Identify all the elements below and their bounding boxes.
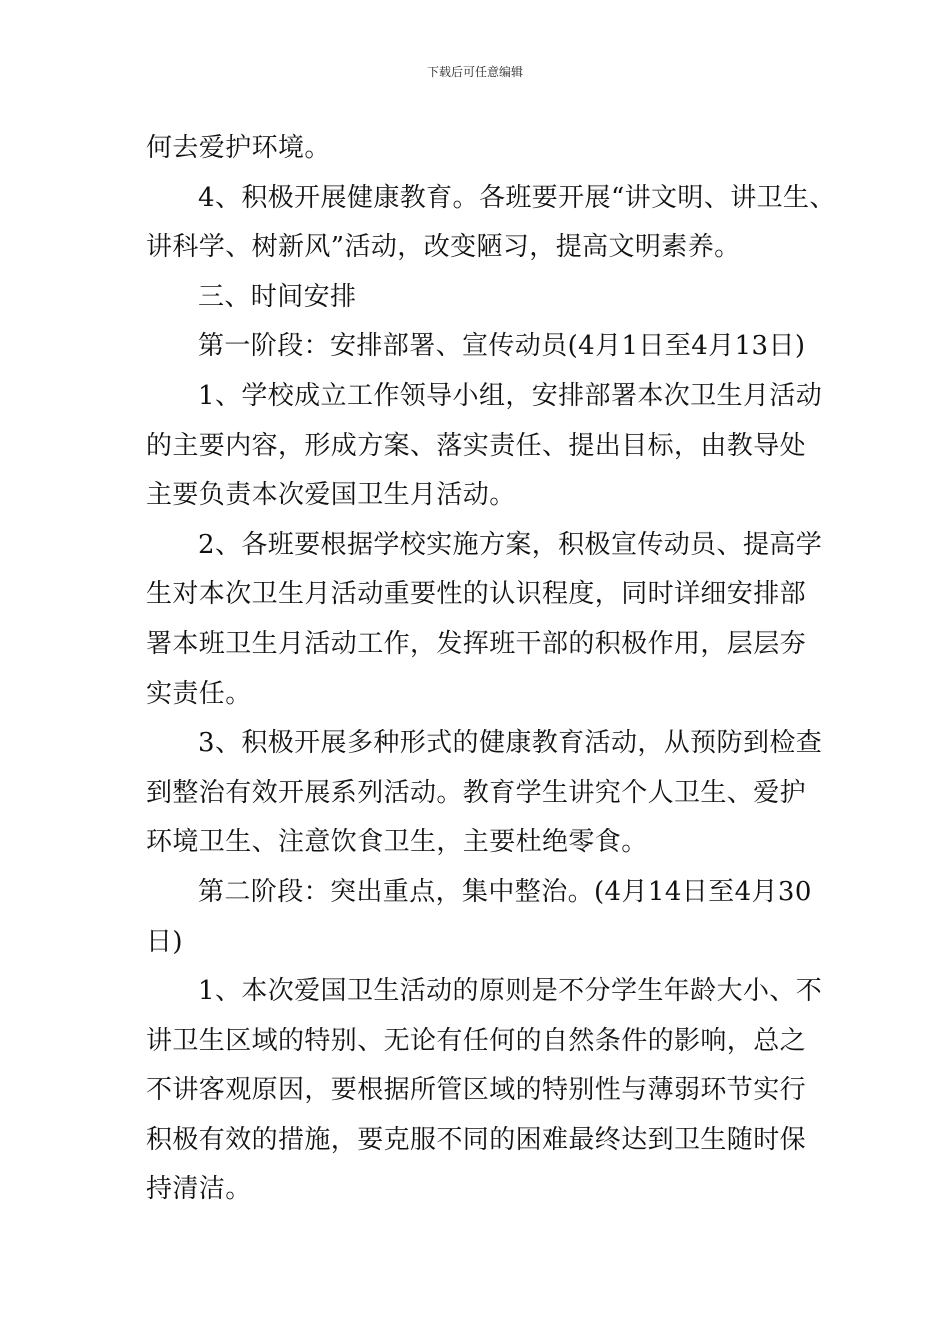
- text-line: 积极有效的措施，要克服不同的困难最终达到卫生随时保: [146, 1124, 807, 1155]
- section-heading: 三、时间安排: [198, 281, 357, 312]
- text-line: 1、学校成立工作领导小组，安排部署本次卫生月活动: [198, 380, 823, 411]
- text-line: 1、本次爱国卫生活动的原则是不分学生年龄大小、不: [198, 976, 823, 1007]
- page-header-note: 下载后可任意编辑: [426, 65, 523, 79]
- document-body: [146, 124, 836, 1215]
- text-line: 日): [146, 926, 183, 957]
- text-line: 署本班卫生月活动工作，发挥班干部的积极作用，层层夯: [146, 628, 807, 659]
- text-line: 生对本次卫生月活动重要性的认识程度，同时详细安排部: [146, 579, 807, 610]
- text-line: 3、积极开展多种形式的健康教育活动，从预防到检查: [198, 728, 823, 759]
- text-line: 到整治有效开展系列活动。教育学生讲究个人卫生、爱护: [146, 777, 807, 808]
- text-line: 实责任。: [146, 678, 252, 709]
- text-line: 4、积极开展健康教育。各班要开展“讲文明、讲卫生、: [198, 182, 836, 213]
- stage-heading: 第二阶段：突出重点，集中整治。(4月14日至4月30: [198, 876, 812, 907]
- text-line: 的主要内容，形成方案、落实责任、提出目标，由教导处: [146, 430, 807, 461]
- text-line: 讲卫生区域的特别、无论有任何的自然条件的影响，总之: [146, 1025, 807, 1056]
- stage-heading: 第一阶段：安排部署、宣传动员(4月1日至4月13日): [198, 331, 806, 362]
- text-line: 主要负责本次爱国卫生月活动。: [146, 480, 516, 511]
- text-line: 环境卫生、注意饮食卫生，主要杜绝零食。: [146, 827, 648, 858]
- text-line: 2、各班要根据学校实施方案，积极宣传动员、提高学: [198, 529, 823, 560]
- text-line: 持清洁。: [146, 1174, 252, 1205]
- text-line: 何去爱护环境。: [146, 133, 331, 163]
- text-line: 讲科学、树新风”活动，改变陋习，提高文明素养。: [146, 232, 741, 263]
- text-line: 不讲客观原因，要根据所管区域的特别性与薄弱环节实行: [146, 1075, 807, 1106]
